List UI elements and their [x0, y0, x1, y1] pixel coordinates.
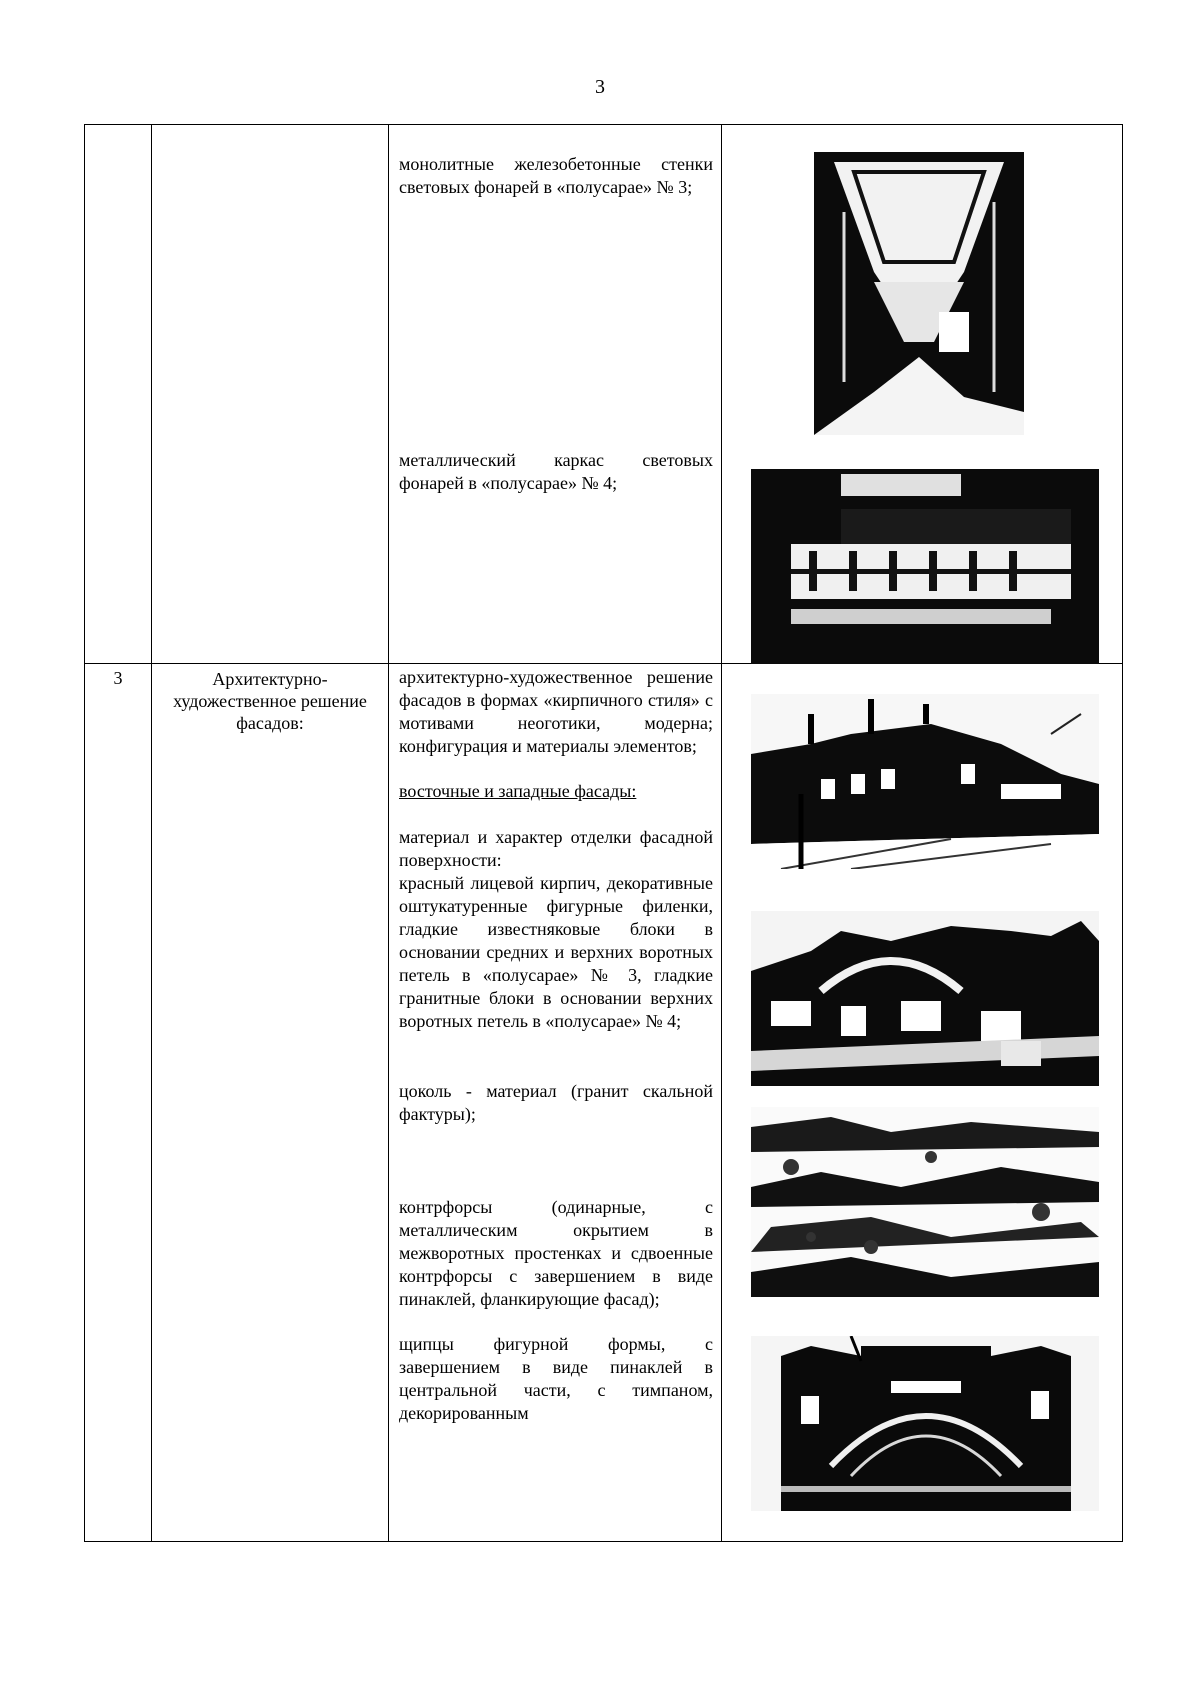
row-number: 3: [85, 664, 152, 1542]
buttresses-text: контрфорсы (одинарные, с металлическим окрытием в межворотных простенках и сдвоенные контрфорсы с завершением в виде пинаклей, фланкирующие фасад);: [399, 1197, 713, 1309]
feature-name: Архитектурно-художественное решение фасадов:: [152, 664, 389, 1542]
table-row-continued: [85, 125, 1123, 664]
photo-buttresses-gable: [751, 1336, 1099, 1511]
photo-facade-gates: [751, 911, 1099, 1086]
plinth-text: цоколь - материал (гранит скальной фактуры);: [399, 1081, 713, 1124]
facade-description-cell: [389, 664, 722, 1542]
table-row-facades: [85, 664, 1123, 1542]
photo-granite-plinth: [751, 1107, 1099, 1297]
photo-interior-skylight: [814, 152, 1024, 435]
gables-text: щипцы фигурной формы, с завершением в виде пинаклей в центральной части, с тимпаном, декорированным: [399, 1334, 713, 1423]
photo-facade-street-view: [751, 694, 1099, 869]
item-monolithic-walls: монолитные железобетонные стенки световых фонарей в «полусарае» № 3;: [399, 154, 713, 197]
monument-features-table: [84, 124, 1123, 1542]
item-metal-frame: металлический каркас световых фонарей в «полусарае» № 4;: [399, 450, 713, 493]
name-cell-empty: [152, 125, 389, 664]
photo-cell: [722, 125, 1123, 664]
page-number: 3: [595, 76, 605, 98]
material-text: красный лицевой кирпич, декоративные оштукатуренные фигурные филенки, гладкие известняковые блоки в основании средних и верхних воротных петель в «полусарае» № 3, гладкие гранитные блоки в основании верхних воротных петель в «полусарае» № 4;: [399, 873, 713, 1031]
facade-intro: архитектурно-художественное решение фасадов в формах «кирпичного стиля» с мотивами неоготики, модерна; конфигурация и материалы элементов;: [399, 667, 713, 756]
description-cell: [389, 125, 722, 664]
facade-photo-cell: [722, 664, 1123, 1542]
photo-metal-lantern-frame: [751, 469, 1099, 664]
material-lead: материал и характер отделки фасадной поверхности:: [399, 827, 713, 870]
facade-subheading: восточные и западные фасады:: [399, 781, 637, 801]
number-cell-empty: [85, 125, 152, 664]
